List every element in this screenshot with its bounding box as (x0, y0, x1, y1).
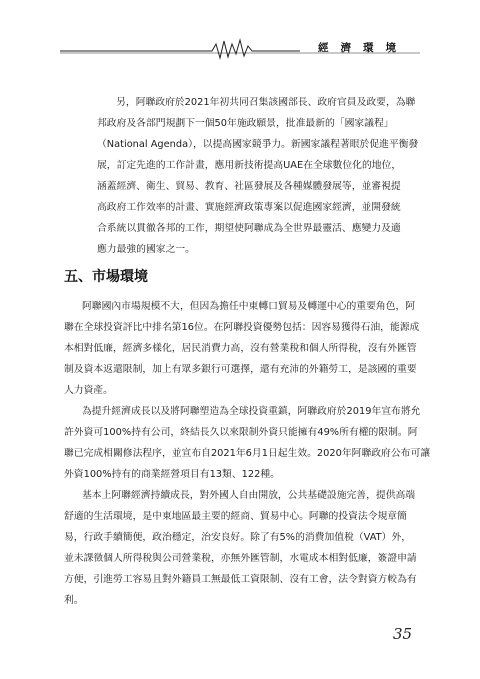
text-line: 另，阿聯政府於2021年初共同召集該國部長、政府官員及政要，為聯 (116, 97, 416, 108)
text-line: 阿聯國內市場規模不大，但因為擔任中東轉口貿易及轉運中心的重要角色，阿 (82, 301, 416, 312)
text-line: 舒適的生活環境，是中東地區最主要的經商、貿易中心。阿聯的投資法令規章簡 (64, 511, 407, 522)
section-paragraph-2 (64, 401, 431, 485)
section-heading: 五、市場環境 (64, 269, 148, 285)
text-line: 本相對低廉，經濟多樣化，居民消費力高，沒有營業稅和個人所得稅，沒有外匯管 (64, 343, 417, 354)
text-line: 外資100%持有的商業經營項目有13類、122種。 (64, 469, 280, 480)
text-line: 利。 (64, 595, 84, 606)
text-line: 人力資產。 (64, 385, 113, 396)
section-paragraph-3 (64, 485, 417, 611)
running-header (60, 38, 420, 60)
text-line: 應力最強的國家之一。 (97, 244, 195, 255)
text-line: 邦政府及各部門規劃下一個50年施政願景，批准最新的「國家議程」 (97, 118, 394, 129)
text-line: 合系統以貫徹各邦的工作，期望使阿聯成為全世界最靈活、應變力及適 (97, 223, 401, 234)
intro-paragraph (97, 92, 417, 260)
text-line: 制及資本返還限制，加上有眾多銀行可選擇，還有充沛的外籍勞工，是該國的重要 (64, 364, 417, 375)
text-line: 為提升經濟成長以及將阿聯塑造為全球投資重鎮，阿聯政府於2019年宣布將允 (82, 406, 421, 417)
text-line: 並未課徵個人所得稅與公司營業稅，亦無外匯管制，水電成本相對低廉，簽證申請 (64, 553, 417, 564)
text-line: 聯已完成相關修法程序，並宣布自2021年6月1日起生效。2020年阿聯政府公布可讓 (64, 448, 431, 459)
text-line: 方便，引進勞工容易且對外籍員工無最低工資限制、沒有工會，法令對資方較為有 (64, 574, 417, 585)
page-number: 35 (393, 625, 413, 643)
text-line: 涵蓋經濟、衛生、貿易、教育、社區發展及各種媒體發展等，並審視提 (97, 181, 401, 192)
text-line: （National Agenda），以提高國家競爭力。新國家議程著眼於促進平衡發 (97, 139, 419, 150)
text-line: 基本上阿聯經濟持續成長，對外國人自由開放，公共基礎設施完善，提供高端 (82, 490, 416, 501)
text-line: 易，行政手續簡便，政治穩定，治安良好。除了有5%的消費加值稅（VAT）外， (64, 532, 412, 543)
section-paragraph-1 (64, 296, 420, 401)
text-line: 許外資可100%持有公司，終結長久以來限制外資只能擁有49%所有權的限制。阿 (64, 427, 418, 438)
header-section-label: 經濟環境 (318, 42, 408, 54)
text-line: 展，訂定先進的工作計畫，應用新技術提高UAE在全球數位化的地位， (97, 160, 402, 171)
text-line: 聯在全球投資評比中排名第16位。在阿聯投資優勢包括：因容易獲得石油，能源成 (64, 322, 420, 333)
text-line: 高政府工作效率的計畫、實施經濟政策專案以促進國家經濟，並開發統 (97, 202, 401, 213)
